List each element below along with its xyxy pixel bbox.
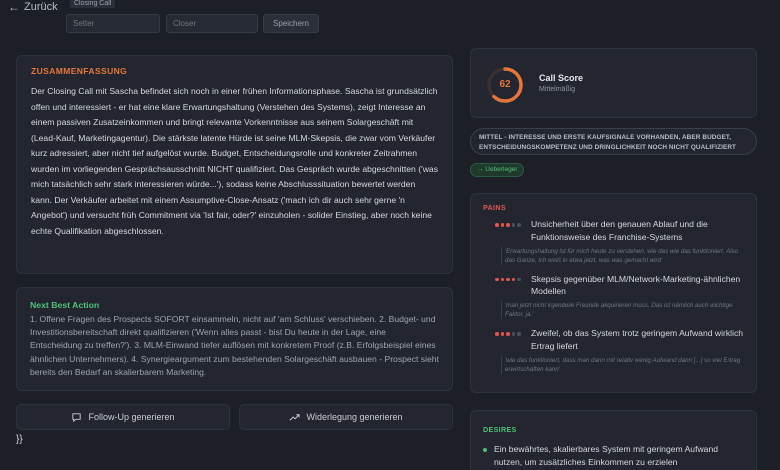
verdict-banner: MITTEL - INTERESSE UND ERSTE KAUFSIGNALE VORHANDEN, ABER BUDGET, ENTSCHEIDUNGSKOMPETENZ UND DRINGLICHKEIT NOCH NICHT QUALIFIZIERT [470,128,757,155]
chat-icon [71,412,82,423]
back-label: Zurück [24,1,58,13]
pain-item [483,218,744,265]
setter-input[interactable] [66,14,160,33]
call-score-card [470,48,757,118]
severity-dots [495,332,521,336]
desires-heading: DESIRES [483,425,517,434]
severity-dot [495,278,499,282]
back-link[interactable] [8,0,58,14]
severity-dot [512,278,516,282]
desire-item: Ein bewährtes, skalierbares System mit geringem Aufwand nutzen, um zusätzliches Einkommen zu erzielen [483,443,744,469]
follow-up-button[interactable] [16,404,230,430]
score-rating: Mittelmäßig [539,86,576,93]
severity-dot [506,223,510,227]
follow-up-label: Follow-Up generieren [88,412,175,422]
severity-dot [501,278,505,282]
score-title: Call Score [539,73,584,83]
next-best-action-text: 1. Offene Fragen des Prospects SOFORT einsammeln, nicht auf 'am Schluss' verschieben. 2. Budget- und Investitionsbereitschaft direkt qualifizieren ('Wenn alles passt - bist Du heute in der Lage, eine Entscheidung zu treffen?'). 3. MLM-Einwand tiefer auflösen mit konkretem Proof (z.B. Erfolgsbeispiel eines ähnlichen Unternehmers). 4. Synergieargument zum bestehenden Solargeschäft ausbauen - Prospect sieht bereits den Bedarf an skalierbarem Marketing. [30,314,439,377]
summary-text: Der Closing Call mit Sascha befindet sich noch in einer frühen Informationsphase. Sascha ist grundsätzlich offen und interessiert - er hat eine klare Erwartungshaltung (Verstehen des Systems), zeigt Interesse an einem passiven Zusatzeinkommen und bringt relevante Vorkenntnisse aus seinem Solargeschäft mit (Lead-Kauf, Marketingagentur). Die stärkste latente Hürde ist seine MLM-Skepsis, die zwar vom Verkäufer kurz adressiert, aber nicht tief aufgelöst wurde. Budget, Entscheidungsrolle und konkreter Zeitrahmen wurden im vorliegenden Gesprächsausschnitt NICHT qualifiziert. Das Gespräch wurde abgeschnitten ('was mich tatsächlich sehr stark interessieren würde...'), sodass keine Abschlusssituation bewertet werden kann. Der Verkäufer arbeitet mit einem Assumptive-Close-Ansatz ('mach ich dir auch sehr gerne 'n Angebot') und versucht früh Commitment via 'Ist fair, oder?' einzuholen - solider Einstieg, aber noch keine echte Qualifikation abgeschlossen. [31,86,439,236]
severity-dot [495,223,499,227]
closer-input[interactable] [166,14,258,33]
top-bar [0,0,780,40]
pain-title: Zweifel, ob das System trotz geringem Aufwand wirklich Ertrag liefert [531,328,744,351]
rebuttal-button[interactable] [239,404,453,430]
severity-dot [512,332,516,336]
desires-card [470,410,757,470]
trending-up-icon [289,412,300,423]
pain-title: Skepsis gegenüber MLM/Network-Marketing-ähnlichen Modellen [531,273,741,297]
stray-text: }} [16,434,23,445]
save-button[interactable]: Speichern [263,14,319,33]
pains-card [470,193,757,393]
severity-dot [517,278,521,282]
arrow-left-icon: ← [8,0,20,14]
pain-item [483,327,744,374]
severity-dot [517,332,521,336]
severity-dot [506,332,510,336]
score-value: 62 [499,79,511,90]
severity-dot [501,332,505,336]
pain-quote: 'man jetzt nicht irgendwie Freunde akquirieren muss. Das ist nämlich auch wichtige Faktor, ja.' [501,301,744,319]
severity-dots [495,278,521,282]
pain-item [483,273,744,320]
status-badge: → Ueberleger [470,163,524,177]
pain-quote: 'wie das funktioniert, dass man dann mit relativ wenig Aufwand dann [...] so viel Ertrag erwirtschaften kann' [501,356,744,374]
next-best-action-heading: Next Best Action [30,300,100,310]
summary-card [16,55,453,274]
pain-title: Unsicherheit über den genauen Ablauf und die Funktionsweise des Franchise-Systems [531,219,708,242]
rebuttal-label: Widerlegung generieren [306,412,403,422]
severity-dot [517,223,521,227]
summary-heading: ZUSAMMENFASSUNG [31,66,128,76]
severity-dots [495,223,521,227]
severity-dot [506,278,510,282]
pains-heading: PAINS [483,203,506,212]
pain-quote: 'Erwartungshaltung ist für mich heute zu verstehen, wie das wie das funktioniert. Also das Ganze, ich weiß in etwa jetzt, was was gemacht wird' [501,247,744,265]
call-type-badge: Closing Call [70,0,115,8]
severity-dot [512,223,516,227]
next-best-action-card [16,287,453,391]
severity-dot [495,332,499,336]
severity-dot [501,223,505,227]
